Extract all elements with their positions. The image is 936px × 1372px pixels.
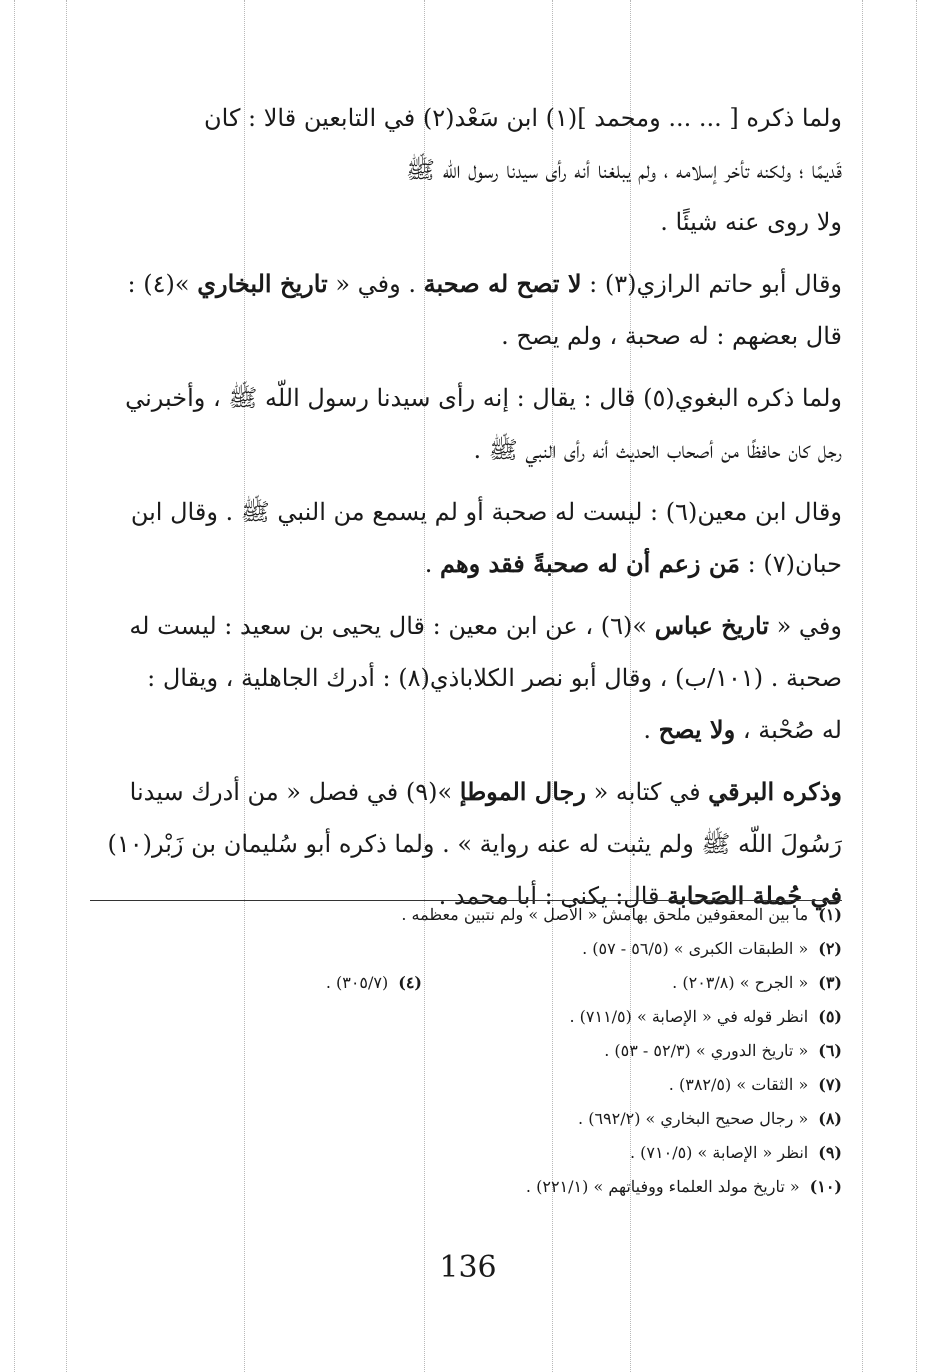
guide-line	[862, 0, 863, 1372]
guide-line	[14, 0, 15, 1372]
footnote	[672, 972, 842, 994]
text-run: قال: يكنى : أبا محمد .	[438, 882, 668, 910]
text-line	[90, 310, 842, 362]
footnote-number: (٤)	[398, 973, 422, 992]
bold-text-run: رجال الموطإ	[459, 777, 586, 806]
text-line	[90, 600, 842, 652]
footnote	[401, 904, 842, 926]
paragraph	[90, 372, 842, 476]
bold-text-run: لا تصح له صحبة	[423, 269, 582, 298]
text-line: ولما ذكره البغوي(٥) قال : يقال : إنه رأى سيدنا رسول اللّه ﷺ ، وأخبرني	[125, 384, 842, 412]
footnote	[582, 938, 842, 960]
footnote-text: « تاريخ مولد العلماء ووفياتهم » (٢٢١/١) .	[525, 1177, 800, 1196]
footnote	[569, 1006, 842, 1028]
footnote-text: ما بين المعقوفين ملحق بهامش « الأصل » ولم نتبين معظمه .	[401, 905, 809, 924]
footnote	[604, 1040, 842, 1062]
paragraph	[90, 766, 842, 922]
footnote-number: (٣)	[818, 973, 842, 992]
footnote-text: (٣٠٥/٧) .	[325, 973, 389, 992]
text-run: في كتابه «	[585, 778, 709, 806]
text-run: قال بعضهم : له صحبة ، ولم يصح .	[501, 322, 842, 350]
footnote-number: (٦)	[818, 1041, 842, 1060]
footnote	[669, 1074, 842, 1096]
text-run: .	[424, 550, 440, 578]
footnote	[326, 972, 422, 994]
footnote-text: انظر قوله في « الإصابة » (٧١١/٥) .	[569, 1007, 809, 1026]
text-line	[90, 486, 842, 538]
text-run: وقال أبو حاتم الرازي(٣) :	[581, 270, 842, 298]
footnote-number: (٧)	[818, 1075, 842, 1094]
page-body	[90, 92, 842, 932]
footnote-number: (٥)	[818, 1007, 842, 1026]
text-run: . وفي «	[327, 270, 424, 298]
footnote	[578, 1108, 842, 1130]
text-line: ولما ذكره [ ... ... ومحمد ](١) ابن سَعْد(٢) في التابعين قالا : كان	[204, 104, 842, 132]
text-run: صحبة . (١٠١/ب) ، وقال أبو نصر الكلاباذي(٨) : أدرك الجاهلية ، ويقال :	[147, 664, 842, 692]
text-line	[90, 538, 842, 590]
bold-text-run: مَن زعم أن له صحبةً فقد وهم	[439, 549, 740, 578]
footnote-text: « الثقات » (٣٨٢/٥) .	[668, 1075, 809, 1094]
footnote	[630, 1142, 842, 1164]
footnote-number: (٩)	[818, 1143, 842, 1162]
text-run: وفي «	[768, 612, 842, 640]
text-line	[90, 652, 842, 704]
text-line	[90, 818, 842, 870]
footnote-number: (١)	[818, 905, 842, 924]
bold-text-run: تاريخ البخاري	[197, 269, 328, 298]
footnote	[526, 1176, 842, 1198]
paragraph	[90, 258, 842, 362]
text-line	[90, 258, 842, 310]
guide-line	[916, 0, 917, 1372]
paragraph	[90, 486, 842, 590]
text-run: وقال ابن معين(٦) : ليست له صحبة أو لم يسمع من النبي ﷺ . وقال ابن	[130, 498, 842, 526]
bold-text-run: ولا يصح	[658, 715, 736, 744]
paragraph	[90, 92, 842, 248]
footnote-number: (٢)	[818, 939, 842, 958]
bold-text-run: تاريخ عباس	[654, 611, 769, 640]
guide-line	[66, 0, 67, 1372]
bold-text-run: في جُملة الصَحابة	[667, 881, 842, 910]
footnote-number: (٨)	[818, 1109, 842, 1128]
text-line	[90, 704, 842, 756]
footnote-text: « الجرح » (٢٠٣/٨) .	[672, 973, 809, 992]
text-run: .	[643, 716, 659, 744]
text-run: »(٦) ، عن ابن معين : قال يحيى بن سعيد : ليست له	[129, 612, 655, 640]
footnote-separator	[90, 900, 842, 901]
text-line: قَديمًا ؛ ولكنه تأخر إسلامه ، ولم يبلغنا أنه رأى سيدنا رسول اللّه ﷺ	[405, 156, 842, 184]
text-run: حبان(٧) :	[740, 550, 842, 578]
bold-text-run: وذكره البرقي	[708, 777, 842, 806]
text-run: »(٩) في فصل « من أدرك سيدنا	[129, 778, 460, 806]
page-number: 136	[439, 1250, 497, 1285]
text-run: »(٤) :	[127, 270, 198, 298]
text-run: رَسُولَ اللّه ﷺ ولم يثبت له عنه رواية » . ولما ذكره أبو سُليمان بن زَبْر(١٠)	[107, 830, 842, 858]
text-line: ولا روى عنه شيئًا .	[660, 208, 842, 236]
footnote-text: انظر « الإصابة » (٧١٠/٥) .	[629, 1143, 809, 1162]
footnote-text: « تاريخ الدوري » (٥٢/٣ - ٥٣) .	[604, 1041, 809, 1060]
footnote-text: « رجال صحيح البخاري » (٦٩٢/٢) .	[578, 1109, 809, 1128]
footnote-text: « الطبقات الكبرى » (٥٦/٥ - ٥٧) .	[582, 939, 809, 958]
footnote-number: (١٠)	[809, 1177, 842, 1196]
text-line	[90, 766, 842, 818]
text-run: له صُحْبة ،	[735, 716, 842, 744]
paragraph	[90, 600, 842, 756]
text-line: رجل كان حافظًا من أصحاب الحديث أنه رأى النبي ﷺ .	[473, 436, 842, 464]
